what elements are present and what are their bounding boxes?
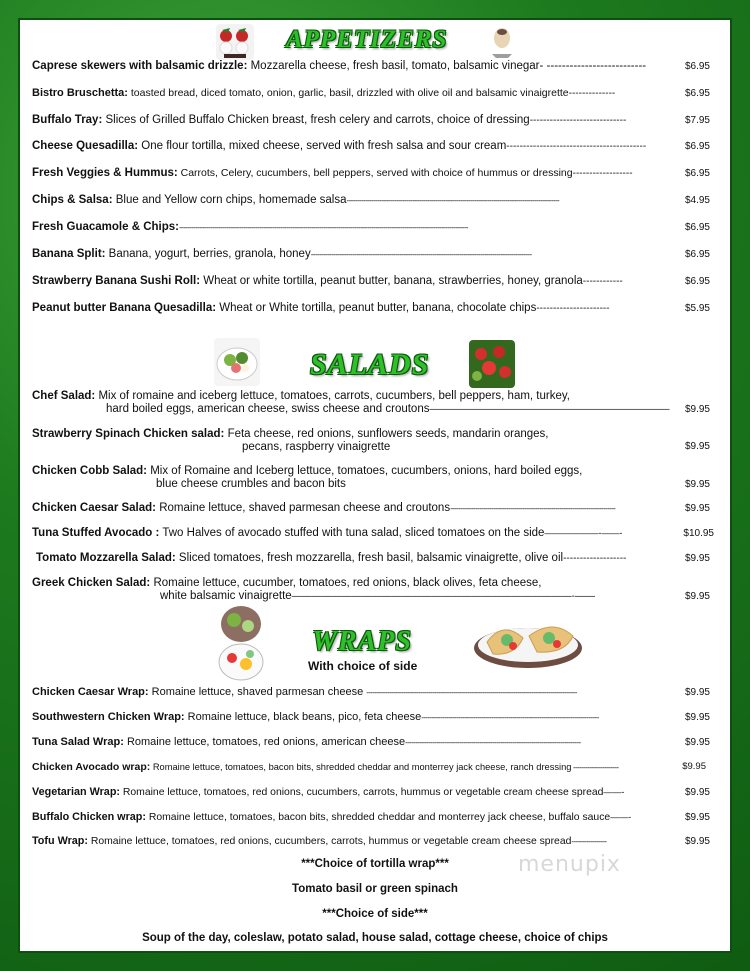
appetizer-item: [32, 247, 532, 262]
item-desc: Mix of Romaine and Iceberg lettuce, tomatoes, cucumbers, onions, hard boiled eggs,: [147, 465, 583, 477]
item-desc: Wheat or white tortilla, peanut butter, banana, strawberries, honey, granola: [200, 275, 583, 287]
item-desc: Wheat or White tortilla, peanut butter, banana, chocolate chips: [216, 302, 537, 314]
item-desc: Romaine lettuce, black beans, pico, feta cheese: [184, 711, 422, 723]
item-price: $9.95: [684, 836, 710, 847]
item-price: $6.95: [684, 61, 710, 72]
item-name: Strawberry Banana Sushi Roll:: [32, 275, 201, 287]
item-price: $6.95: [684, 88, 710, 99]
item-name: Fresh Veggies & Hummus:: [32, 167, 178, 179]
wraps-title: WRAPS: [312, 626, 412, 657]
item-desc: Romaine lettuce, tomatoes, bacon bits, shredded cheddar and monterrey jack cheese, buffalo sauce: [145, 812, 611, 823]
wrap-item: [32, 810, 631, 825]
item-price: $9.95: [684, 479, 710, 490]
item-dashes: ----------------------: [536, 303, 610, 314]
item-price: $9.95: [684, 441, 710, 452]
item-price: $10.95: [683, 528, 714, 539]
item-desc: Romaine lettuce, tomatoes, red onions, cucumbers, carrots, hummus or vegetable cream cheese spread: [87, 836, 572, 847]
item-name: Vegetarian Wrap:: [32, 786, 121, 798]
salad-item: [32, 501, 615, 516]
salad-item-line2: [156, 477, 346, 491]
salad-item: [32, 464, 582, 478]
item-desc: Banana, yogurt, berries, granola, honey: [105, 248, 311, 260]
item-price: $6.95: [684, 276, 710, 287]
wrap-item: [32, 785, 624, 800]
appetizer-item: [32, 193, 559, 208]
item-name: Chips & Salsa:: [32, 194, 113, 206]
item-name: Southwestern Chicken Wrap:: [32, 711, 185, 723]
item-dashes: -----------------------------: [529, 115, 627, 126]
item-dashes: --------------------------------------------------------------------------------------: [421, 713, 599, 722]
item-desc: Mozzarella cheese, fresh basil, tomato, balsamic vinegar-: [247, 60, 547, 72]
item-dashes: -------------------------------------------------------------------------------------: [405, 738, 581, 747]
item-price: $9.95: [684, 787, 710, 798]
item-price: $9.95: [682, 761, 706, 772]
item-desc: Two Halves of avocado stuffed with tuna salad, sliced tomatoes on the side: [159, 527, 545, 539]
item-price: $9.95: [684, 737, 710, 748]
tortilla-heading: ***Choice of tortilla wrap***: [301, 858, 449, 870]
appetizer-photo-left: [216, 24, 254, 60]
salad-item: [32, 389, 570, 403]
side-heading: ***Choice of side***: [322, 908, 428, 920]
item-price: $6.95: [684, 141, 710, 152]
item-name: Strawberry Spinach Chicken salad:: [32, 428, 225, 440]
item-name: Fresh Guacamole & Chips:: [32, 221, 179, 233]
item-dashes: ————————————————————————————-——: [291, 591, 596, 602]
item-desc-2: hard boiled eggs, american cheese, swiss cheese and croutons: [106, 403, 430, 415]
wrap-item: [32, 685, 577, 700]
item-desc: Mix of romaine and iceberg lettuce, tomatoes, carrots, cucumbers, bell peppers, ham, turkey,: [95, 390, 570, 402]
item-name: Chef Salad:: [32, 390, 96, 402]
item-dashes: -----------------: [571, 837, 607, 846]
appetizer-item: [32, 139, 646, 154]
item-desc: Blue and Yellow corn chips, homemade salsa: [112, 194, 347, 206]
item-dashes: ------------------------------------------------------------------------------------------------------: [366, 688, 577, 697]
item-desc: Romaine lettuce, cucumber, tomatoes, red onions, black olives, feta cheese,: [150, 577, 542, 589]
item-price: $5.95: [684, 303, 710, 314]
item-dashes: ----------------------: [571, 763, 619, 772]
item-dashes: --------------------------------------------------------------------------------: [450, 504, 616, 513]
wrap-item: [32, 710, 599, 725]
item-desc-2: white balsamic vinaigrette: [160, 590, 292, 602]
item-name: Caprese skewers with balsamic drizzle:: [32, 60, 248, 72]
item-price: $7.95: [684, 115, 710, 126]
item-desc: Carrots, Celery, cucumbers, bell peppers, served with choice of hummus or dressing: [177, 167, 573, 179]
salad-photo-left: [214, 338, 260, 386]
wrap-photo-right: [473, 612, 583, 670]
item-desc-2: pecans, raspberry vinaigrette: [242, 441, 391, 453]
item-name: Bistro Bruschetta:: [32, 87, 128, 99]
tortilla-options: Tomato basil or green spinach: [292, 883, 458, 895]
appetizer-item: [32, 301, 610, 316]
item-name: Cheese Quesadilla:: [32, 140, 139, 152]
watermark: menupix: [518, 852, 621, 877]
item-price: $6.95: [684, 222, 710, 233]
item-name: Peanut butter Banana Quesadilla:: [32, 302, 217, 314]
salad-item: [32, 576, 541, 590]
item-desc: Romaine lettuce, shaved parmesan cheese and croutons: [156, 502, 451, 514]
salad-item: [32, 526, 622, 540]
salad-item: [32, 427, 548, 441]
item-name: Chicken Cobb Salad:: [32, 465, 148, 477]
item-dashes: ——-: [610, 812, 632, 822]
item-price: $9.95: [684, 687, 710, 698]
item-dashes: --------------: [568, 88, 616, 99]
item-dashes: ------------: [582, 276, 623, 287]
item-desc-2: blue cheese crumbles and bacon bits: [156, 478, 346, 490]
appetizer-item: [32, 220, 468, 235]
item-name: Tuna Stuffed Avocado :: [32, 527, 160, 539]
item-desc: Sliced tomatoes, fresh mozzarella, fresh basil, balsamic vinaigrette, olive oil: [175, 552, 564, 564]
item-name: Tuna Salad Wrap:: [32, 736, 124, 748]
item-name: Buffalo Tray:: [32, 114, 103, 126]
appetizer-photo-right: [486, 24, 518, 60]
item-name: Tomato Mozzarella Salad:: [36, 552, 176, 564]
item-name: Greek Chicken Salad:: [32, 577, 151, 589]
wrap-item: [32, 735, 581, 750]
wrap-item: [32, 834, 606, 849]
salad-photo-right: [469, 340, 515, 388]
item-price: $9.95: [684, 553, 710, 564]
item-price: $9.95: [684, 404, 710, 415]
item-dashes: ——————-——-: [544, 528, 623, 538]
appetizer-item: [32, 59, 646, 73]
item-dashes: ——-: [603, 787, 625, 797]
wrap-photo-left: [216, 602, 266, 686]
item-desc: One flour tortilla, mixed cheese, served with fresh salsa and sour cream: [138, 140, 507, 152]
item-desc: Romaine lettuce, tomatoes, bacon bits, shredded cheddar and monterrey jack cheese, ranch dressing: [150, 762, 572, 772]
item-name: Chicken Caesar Salad:: [32, 502, 157, 514]
item-price: $9.95: [684, 503, 710, 514]
item-price: $4.95: [684, 195, 710, 206]
item-desc: Slices of Grilled Buffalo Chicken breast, fresh celery and carrots, choice of dressing: [102, 114, 530, 126]
appetizer-item: [32, 113, 626, 128]
item-price: $6.95: [684, 168, 710, 179]
item-price: $9.95: [684, 812, 710, 823]
item-desc: Feta cheese, red onions, sunflowers seeds, mandarin oranges,: [224, 428, 549, 440]
item-desc: Romaine lettuce, tomatoes, red onions, cucumbers, carrots, hummus or vegetable cream cheese spread: [120, 787, 604, 798]
appetizer-item: [32, 166, 633, 181]
item-dashes: --------------------------: [546, 60, 647, 72]
menu-page: [18, 18, 732, 953]
appetizer-item: [32, 274, 623, 289]
salad-item-line2: [106, 402, 669, 417]
wrap-item: [32, 760, 618, 775]
salad-item: [36, 551, 626, 566]
item-dashes: ------------------------------------------: [506, 141, 647, 152]
item-dashes: -------------------------------------------------------------------------------------------------------: [346, 196, 560, 205]
item-dashes: -------------------: [563, 553, 627, 564]
item-desc: toasted bread, diced tomato, onion, garlic, basil, drizzled with olive oil and balsamic vinaigrette: [127, 87, 569, 99]
item-name: Tofu Wrap:: [32, 835, 88, 847]
salad-item-line2: [242, 440, 390, 454]
item-name: Buffalo Chicken wrap:: [32, 811, 146, 823]
item-name: Banana Split:: [32, 248, 106, 260]
item-desc: Romaine lettuce, shaved parmesan cheese: [148, 686, 367, 698]
item-desc: Romaine lettuce, tomatoes, red onions, american cheese: [123, 736, 406, 748]
item-price: $9.95: [684, 591, 710, 602]
item-price: $9.95: [684, 712, 710, 723]
wraps-subtitle: With choice of side: [308, 659, 418, 673]
item-dashes: --------------------------------------------------------------------------------------------------------------------------------------------: [178, 223, 468, 232]
appetizer-item: [32, 86, 615, 101]
appetizers-title: APPETIZERS: [286, 26, 448, 53]
side-options: Soup of the day, coleslaw, potato salad, house salad, cottage cheese, choice of chips: [142, 932, 608, 944]
item-name: Chicken Caesar Wrap:: [32, 686, 149, 698]
salads-title: SALADS: [310, 348, 430, 381]
item-dashes: ------------------: [572, 168, 633, 179]
item-price: $6.95: [684, 249, 710, 260]
item-dashes: ————————————————————————: [429, 404, 670, 415]
item-name: Chicken Avocado wrap:: [32, 761, 151, 773]
item-dashes: -----------------------------------------------------------------------------------------------------------: [310, 250, 532, 259]
